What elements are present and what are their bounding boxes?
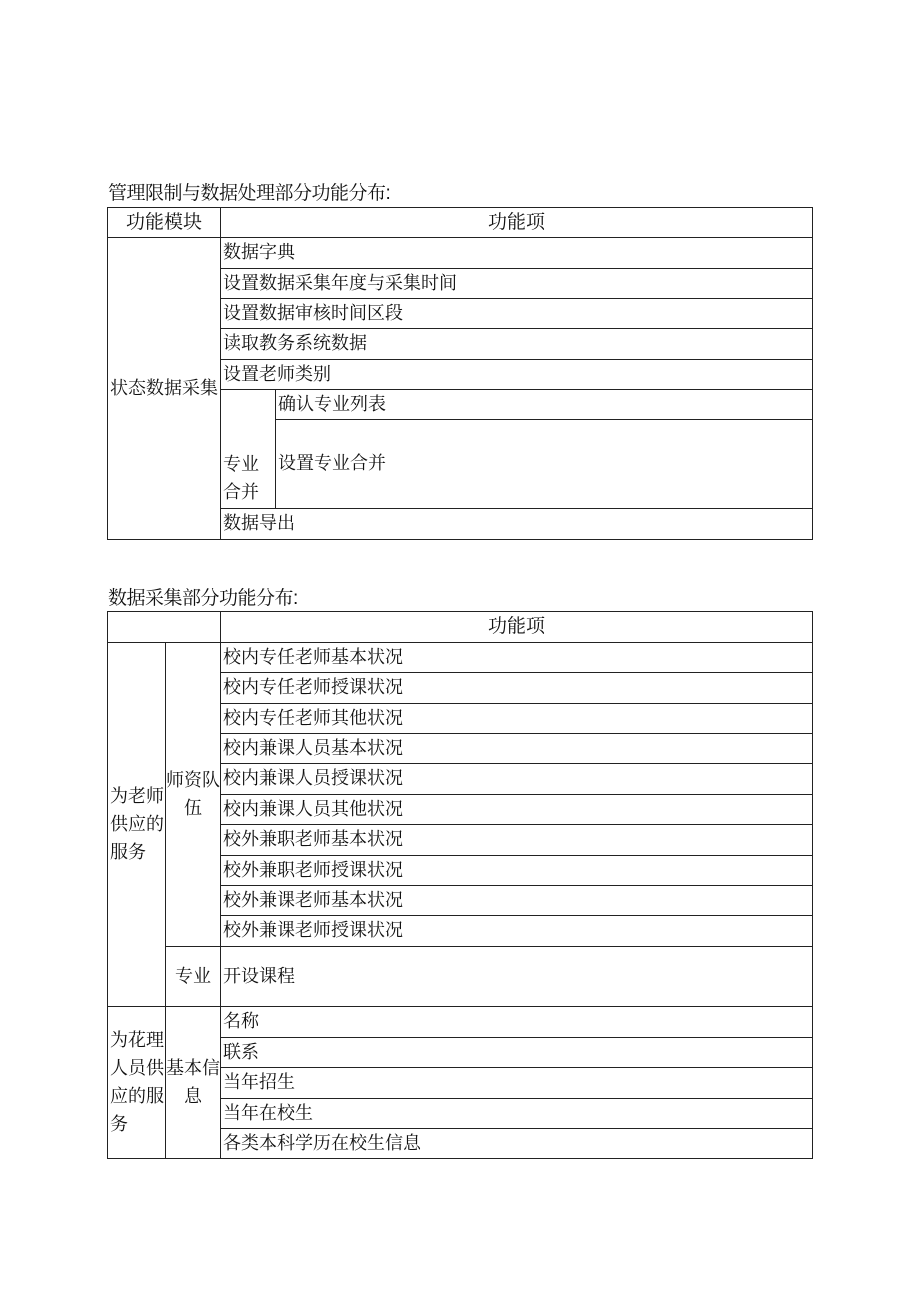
function-item: 数据字典: [221, 238, 813, 269]
function-item: 当年招生: [221, 1068, 813, 1099]
table-header-row: [108, 208, 813, 238]
section2-caption: 数据采集部分功能分布:: [108, 588, 298, 609]
function-item: 开设课程: [221, 947, 813, 1007]
management-function-table: [107, 207, 813, 540]
header-function-item: 功能项: [221, 612, 813, 643]
table-row: [108, 1007, 813, 1038]
function-item: 各类本科学历在校生信息: [221, 1129, 813, 1159]
function-item: 数据导出: [221, 509, 813, 540]
function-item: 校内兼课人员授课状况: [221, 764, 813, 795]
sub-group-basic-info: 基本信息: [166, 1007, 221, 1159]
function-item: 联系: [221, 1038, 813, 1068]
sub-group-faculty: 师资队伍: [166, 643, 221, 947]
group-staff-services: 为花理人员供应的服务: [108, 1007, 166, 1159]
function-item: 读取教务系统数据: [221, 329, 813, 360]
function-item: 校外兼课老师授课状况: [221, 916, 813, 947]
function-item: 当年在校生: [221, 1099, 813, 1129]
function-item: 校内兼课人员基本状况: [221, 734, 813, 764]
function-item: 校内专任老师其他状况: [221, 704, 813, 734]
function-item: 校外兼职老师基本状况: [221, 825, 813, 856]
function-item: 校内兼课人员其他状况: [221, 795, 813, 825]
table-row: [108, 238, 813, 269]
function-item: 设置老师类别: [221, 360, 813, 390]
header-function-module: 功能模块: [108, 208, 221, 238]
function-item: 校外兼课老师基本状况: [221, 886, 813, 916]
header-empty-cell: [108, 612, 221, 643]
data-collection-function-table: [107, 611, 813, 1159]
sub-group-major-merge: 专业合并: [221, 390, 276, 509]
module-status-data-collection: 状态数据采集: [108, 238, 221, 540]
table-row: [108, 643, 813, 673]
section1-caption: 管理限制与数据处理部分功能分布:: [108, 183, 391, 204]
function-item: 设置数据采集年度与采集时间: [221, 269, 813, 299]
sub-group-major: 专业: [166, 947, 221, 1007]
table-header-row: [108, 612, 813, 643]
function-item: 校内专任老师授课状况: [221, 673, 813, 704]
function-item: 校外兼职老师授课状况: [221, 856, 813, 886]
function-item: 确认专业列表: [276, 390, 813, 420]
header-function-item: 功能项: [221, 208, 813, 238]
function-item: 校内专任老师基本状况: [221, 643, 813, 673]
table-row: [108, 947, 813, 1007]
function-item: 名称: [221, 1007, 813, 1038]
group-teacher-services: 为老师供应的服务: [108, 643, 166, 1007]
function-item: 设置专业合并: [276, 420, 813, 509]
function-item: 设置数据审核时间区段: [221, 299, 813, 329]
